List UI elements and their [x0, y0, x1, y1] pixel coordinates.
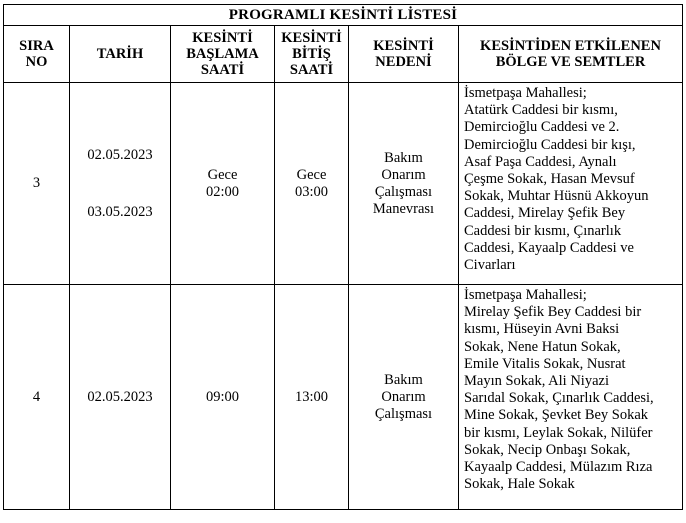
region-line: Demircioğlu Caddesi ve 2. — [464, 119, 620, 136]
start-time-line: 09:00 — [205, 388, 240, 405]
header-line: KESİNTİ — [281, 30, 342, 46]
header-line: NO — [25, 54, 48, 70]
region-line: İsmetpaşa Mahallesi; — [464, 85, 587, 101]
header-line: SAATİ — [289, 62, 334, 78]
reason-line: Bakım — [384, 371, 423, 388]
region-line: Mine Sokak, Şevket Bey Sokak — [464, 407, 649, 424]
header-tarih — [70, 26, 171, 83]
cell-tarih — [70, 83, 171, 285]
date-start: 02.05.2023 — [87, 146, 153, 163]
region-line: Kayaalp Caddesi, Mülazım Rıza — [464, 459, 653, 476]
header-line: TARİH — [96, 46, 144, 62]
cell-sira: 4 — [4, 285, 70, 510]
region-line: Civarları — [464, 257, 516, 274]
reason-line: Çalışması — [374, 405, 433, 422]
region-line: Çeşme Sokak, Hasan Mevsuf — [464, 171, 635, 188]
start-time-line: 02:00 — [205, 183, 240, 200]
region-line: Caddesi bir kısmı, Çınarlık — [464, 222, 622, 239]
header-sira-no — [4, 26, 70, 83]
region-line: Caddesi, Mirelay Şefik Bey — [464, 205, 626, 222]
end-time-line: 13:00 — [294, 388, 329, 405]
header-line: SIRA — [19, 38, 54, 54]
region-line: Sarıdal Sokak, Çınarlık Caddesi, — [464, 390, 654, 407]
header-row — [4, 26, 683, 83]
cell-baslama — [171, 83, 275, 285]
cell-bolge — [459, 83, 683, 285]
header-line: BİTİŞ — [292, 46, 331, 62]
cell-bitis — [275, 83, 349, 285]
region-line: Asaf Paşa Caddesi, Aynalı — [464, 153, 617, 170]
region-line: kısmı, Hüseyin Avni Baksi — [464, 321, 620, 338]
date-end: 03.05.2023 — [87, 203, 153, 220]
region-line: Atatürk Caddesi bir kısmı, — [464, 102, 618, 119]
header-line: KESİNTİ — [192, 30, 253, 46]
cell-tarih — [70, 285, 171, 510]
region-line: Sokak, Hale Sokak — [464, 476, 575, 493]
table-row — [4, 83, 683, 285]
header-line: BÖLGE VE SEMTLER — [495, 54, 646, 70]
cell-sira: 3 — [4, 83, 70, 285]
header-line: KESİNTİDEN ETKİLENEN — [480, 38, 661, 54]
region-line: Mayın Sokak, Ali Niyazi — [464, 373, 609, 390]
region-line: İsmetpaşa Mahallesi; — [464, 287, 587, 303]
cell-neden — [349, 285, 459, 510]
cell-bolge — [459, 285, 683, 510]
reason-line: Bakım — [384, 149, 423, 166]
header-bolge — [459, 26, 683, 83]
header-line: KESİNTİ — [373, 38, 434, 54]
reason-line: Onarım — [381, 388, 426, 405]
region-line: Sokak, Necip Onbaşı Sokak, — [464, 441, 631, 458]
header-line: NEDENİ — [375, 54, 432, 70]
table-row — [4, 285, 683, 510]
reason-line: Manevrası — [372, 200, 435, 217]
table-title: PROGRAMLI KESİNTİ LİSTESİ — [4, 5, 683, 26]
reason-line: Onarım — [381, 166, 426, 183]
header-baslama — [171, 26, 275, 83]
header-line: SAATİ — [200, 62, 245, 78]
header-line: BAŞLAMA — [186, 46, 259, 62]
start-time-line: Gece — [207, 166, 238, 183]
end-time-line: Gece — [296, 166, 327, 183]
region-line: Caddesi, Kayaalp Caddesi ve — [464, 239, 634, 256]
cell-neden — [349, 83, 459, 285]
end-time-line: 03:00 — [294, 183, 329, 200]
region-line: bir kısmı, Leylak Sokak, Nilüfer — [464, 424, 653, 441]
outage-schedule-table — [3, 4, 683, 510]
header-neden — [349, 26, 459, 83]
region-line: Sokak, Nene Hatun Sokak, — [464, 338, 621, 355]
region-line: Mirelay Şefik Bey Caddesi bir — [464, 304, 642, 321]
date-start: 02.05.2023 — [87, 388, 153, 405]
cell-baslama — [171, 285, 275, 510]
region-line: Sokak, Muhtar Hüsnü Akkoyun — [464, 188, 649, 205]
cell-bitis — [275, 285, 349, 510]
reason-line: Çalışması — [374, 183, 433, 200]
header-bitis — [275, 26, 349, 83]
region-line: Emile Vitalis Sokak, Nusrat — [464, 355, 626, 372]
region-line: Demircioğlu Caddesi bir kışı, — [464, 136, 636, 153]
